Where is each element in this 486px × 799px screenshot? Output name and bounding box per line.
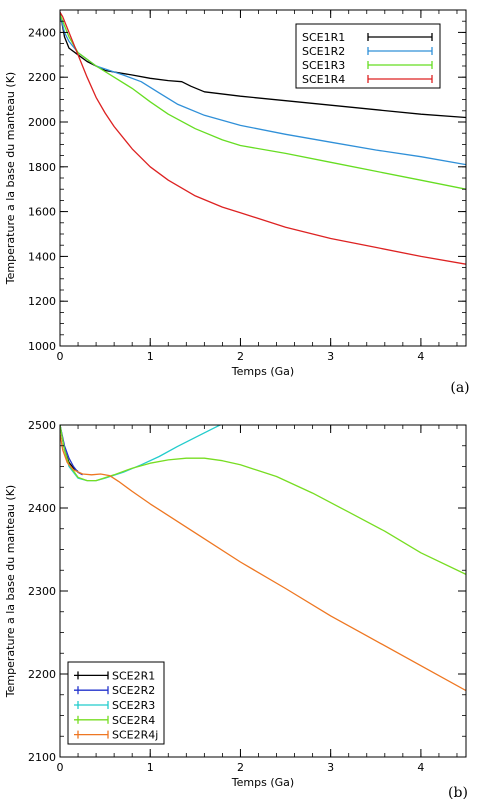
y-tick-label: 1000 xyxy=(28,340,56,353)
legend-entry-label: SCE1R4 xyxy=(302,73,346,86)
x-tick-label: 4 xyxy=(417,350,425,363)
x-tick-label: 1 xyxy=(146,350,154,363)
y-axis-label: Temperature a la base du manteau (K) xyxy=(4,71,17,285)
legend-entry-label: SCE1R3 xyxy=(302,59,346,72)
x-tick-label: 3 xyxy=(327,350,335,363)
y-tick-label: 2400 xyxy=(28,26,56,40)
legend-entry-label: SCE2R1 xyxy=(112,669,156,683)
y-tick-label: 1200 xyxy=(28,295,56,309)
y-tick-label: 2200 xyxy=(28,71,56,85)
x-tick-label: 0 xyxy=(56,761,64,774)
y-tick-label: 2200 xyxy=(28,668,56,681)
legend-entry-label: SCE1R2 xyxy=(302,45,346,58)
panel-label: (b) xyxy=(448,785,468,799)
legend-entry-label: SCE2R4 xyxy=(112,713,156,727)
x-tick-label: 3 xyxy=(327,761,335,774)
y-tick-label: 2400 xyxy=(28,502,56,515)
x-tick-label: 2 xyxy=(236,350,244,363)
y-axis-label: Temperature a la base du manteau (K) xyxy=(4,484,17,698)
legend xyxy=(68,662,164,744)
legend xyxy=(296,24,440,88)
x-axis-label: Temps (Ga) xyxy=(231,365,295,378)
legend-entry-label: SCE2R2 xyxy=(112,684,156,698)
y-tick-label: 2500 xyxy=(28,419,56,432)
legend-entry-label: SCE2R4j xyxy=(112,728,159,742)
chart-panel-1 xyxy=(4,10,470,396)
series-line-SCE2R4 xyxy=(60,425,466,574)
y-tick-label: 2000 xyxy=(28,116,56,129)
y-tick-label: 2100 xyxy=(28,751,56,764)
y-tick-label: 2300 xyxy=(28,585,56,598)
series-line-SCE2R3 xyxy=(60,422,227,481)
x-axis-label: Temps (Ga) xyxy=(231,776,295,789)
x-tick-label: 4 xyxy=(417,761,425,774)
panel-label: (a) xyxy=(450,380,470,396)
y-tick-label: 1600 xyxy=(28,205,56,219)
legend-entry-label: SCE1R1 xyxy=(302,31,346,44)
x-tick-label: 1 xyxy=(146,761,154,774)
x-tick-label: 0 xyxy=(56,350,64,363)
legend-entry-label: SCE2R3 xyxy=(112,699,156,712)
y-tick-label: 1800 xyxy=(28,160,56,174)
y-tick-label: 1400 xyxy=(28,250,56,264)
chart-panel-2 xyxy=(4,419,468,799)
x-tick-label: 2 xyxy=(236,761,244,774)
